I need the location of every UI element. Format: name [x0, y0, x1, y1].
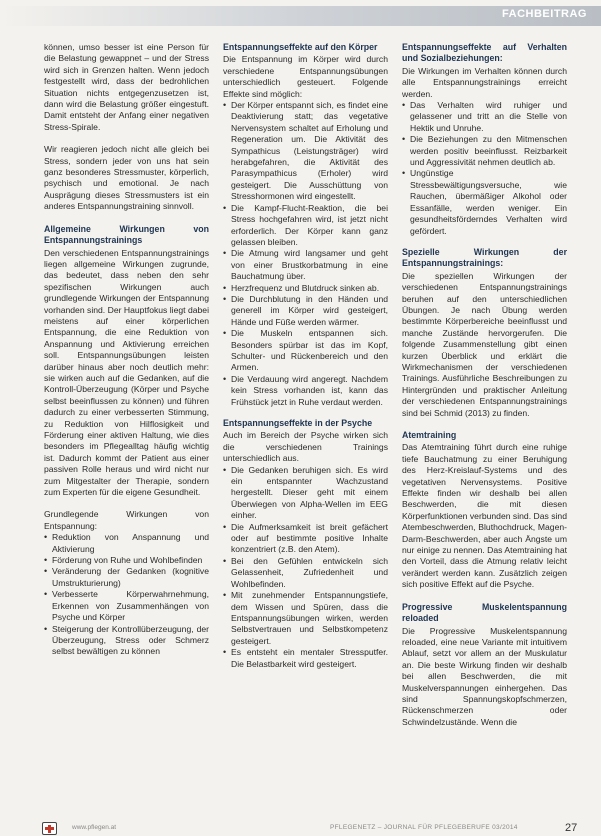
- list-item: • Die Kampf-Flucht-Reaktion, die bei Stress hochgefahren wird, ist jetzt nicht erforderlich. Der Körper kann ganz gelassen bleiben.: [223, 203, 388, 249]
- column-1: [44, 42, 209, 810]
- section-label: FACHBEITRAG: [502, 8, 587, 20]
- paragraph: Auch im Bereich der Psyche wirken sich die verschiedenen Trainings unterschiedlich aus.: [223, 430, 388, 464]
- section-heading: Entspannungseffekte auf den Körper: [223, 42, 378, 52]
- list-item: • Mit zunehmender Entspannungstiefe, dem Wissen und Spüren, dass die Entspannungsübungen wirken, werden Selbstvertrauen und Selbstkompetenz gesteigert.: [223, 590, 388, 647]
- section-heading: Progressive Muskelentspannung reloaded: [402, 601, 567, 624]
- list-item: • Ungünstige Stressbewältigungsversuche, wie Rauchen, übermäßiger Alkohol oder Essanfälle, werden weniger. Ein gesundheitsförderndes Verhalten wird gefördert.: [402, 168, 567, 236]
- section-heading: Spezielle Wirkungen der Entspannungstrainings:: [402, 246, 567, 269]
- list-item: • Die Verdauung wird angeregt. Nachdem kein Stress vorhanden ist, kann das Frühstück jetzt in Ruhe verdaut werden.: [223, 374, 388, 408]
- page-number: 27: [565, 822, 578, 834]
- section-heading: Allgemeine Wirkungen von Entspannungstrainings: [44, 223, 209, 246]
- list-item: • Bei den Gefühlen entwickeln sich Gelassenheit, Zufriedenheit und Wohlbefinden.: [223, 556, 388, 590]
- article-columns: [44, 42, 578, 810]
- paragraph: Die speziellen Wirkungen der verschiedenen Entspannungstrainings beruhen auf den unterschiedlichen Übungen. Je nach Übung werden bestimmte Körperbereiche beeinflusst und manche Zustände hervorgerufen. Die folgende Zusammenstellung gibt einen kurzen Überblick und erklärt die Wirkmechanismen der verschiedenen Trainings. Ausführliche Beschreibungen zu Hintergründen und praktischer Anleitung der verschiedenen Entspannungstrainings sind bei Schmid (2013) zu finden.: [402, 270, 567, 418]
- page-footer: [0, 822, 601, 836]
- list-item: • Der Körper entspannt sich, es findet eine Deaktivierung statt; das vegetative Nervensystem schaltet auf Erholung und Regeneration um. Die Aktivität des Sympathicus (Leistungsträger) wird herabgefahren, die Aktivität des Parasympathicus (Erholer) wird gesteigert. Die Ausschüttung von Stresshormonen wird eingestellt.: [223, 100, 388, 203]
- list-item: • Die Aufmerksamkeit ist breit gefächert oder auf bestimmte positive Inhalte konzentriert (z.B. den Atem).: [223, 522, 388, 556]
- column-3: [402, 42, 567, 810]
- paragraph: Den verschiedenen Entspannungstrainings liegen allgemeine Wirkungen zugrunde, das bedeutet, dass neben den sehr spezifischen Wirkungen auch grundlegende Wirkungen der Entspannung vorhanden sind. Der Hauptfokus liegt dabei meistens auf einer körperlichen Entspannung, die eine Reduktion von Anspannung und Aktivierung erreichen soll. Entspannungsübungen leisten darüber hinaus aber noch deutlich mehr: sie wirken auch auf die Gedanken, auf die Kontroll-Überzeugung (Körper und Psyche selbst beeinflussen zu können) und führen dadurch zu einer verbesserten Stimmung, zu Reduktion von Hilflosigkeit und Förderung einer aktiven Haltung, wie dies besonders im Pflegealltag häufig wichtig ist. Dadurch kommt der Patient aus einer passiven Rolle heraus und wird nicht nur zum Mitgestalter der Therapie, sondern zum Experten für die eigene Gesundheit.: [44, 247, 209, 498]
- website-link[interactable]: www.pflegen.at: [72, 824, 117, 831]
- list-item: • Herzfrequenz und Blutdruck sinken ab.: [223, 283, 388, 294]
- column-2: [223, 42, 388, 810]
- paragraph: Wir reagieren jedoch nicht alle gleich bei Stress, sondern jeder von uns hat sein ganz besonderes Stressmuster, körperlich, psychisch und emotional. Je nach Ausprägung dieses Stressmusters ist ein anderes Entspannungstraining sinnvoll.: [44, 144, 209, 212]
- paragraph: Das Atemtraining führt durch eine ruhige tiefe Bauchatmung zu einer Beruhigung des Herz-Kreislauf-Systems und des vegetativen Nervensystems. Positive Effekte finden wir deshalb bei allen Beschwerden, die mit diesen Körperfunktionen verbunden sind. Das sind Atembeschwerden, Bluthochdruck, Magen-Darm-Beschwerden, aber auch Ängste um nur einige zu nennen. Das Atemtraining hat den Vorteil, dass die Atmung relativ leicht verändert werden kann. Zusätzlich zeigen sich positive Effekt auf die Psyche.: [402, 442, 567, 590]
- list-item: • Die Durchblutung in den Händen und generell im Körper wird gesteigert, Hände und Füße werden wärmer.: [223, 294, 388, 328]
- section-heading: Entspannungseffekte in der Psyche: [223, 418, 373, 428]
- list-item: • Reduktion von Anspannung und Aktivierung: [44, 532, 209, 555]
- section-heading: Entspannungseffekte auf Verhalten und Sozialbeziehungen:: [402, 42, 567, 64]
- list-item: • Die Muskeln entspannen sich. Besonders spürbar ist das im Kopf, Schulter- und Rückenbereich und den Armen.: [223, 328, 388, 374]
- paragraph: können, umso besser ist eine Person für die Belastung gewappnet – und der Stress wird sich in Grenzen halten. Wenn jedoch festgestellt wird, dass der bedrohlichen Situation nichts entgegenzusetzen ist, dann wird die Belastung größer eingestuft. Damit entsteht der Anfang einer negativen Stress-Spirale.: [44, 42, 209, 132]
- list-item: • Die Gedanken beruhigen sich. Es wird ein entspannter Wachzustand hergestellt. Dieser geht mit einem Überwiegen von Alpha-Wellen im EEG einher.: [223, 465, 388, 522]
- bullet-list: [223, 100, 388, 408]
- journal-info: PFLEGENETZ – JOURNAL FÜR PFLEGEBERUFE 03/2014: [330, 824, 518, 831]
- list-item: • Veränderung der Gedanken (kognitive Umstrukturierung): [44, 566, 209, 589]
- list-item: • Es entsteht ein mentaler Stressputfer. Die Belastbarkeit wird gesteigert.: [223, 647, 388, 670]
- paragraph: Grundlegende Wirkungen von Entspannung:: [44, 509, 209, 531]
- list-item: • Das Verhalten wird ruhiger und gelassener und tritt an die Stelle von Hektik und Unruhe.: [402, 100, 567, 134]
- list-item: • Die Atmung wird langsamer und geht von einer Brustkorbatmung in eine Bauchatmung über.: [223, 248, 388, 282]
- list-item: • Verbesserte Körperwahrnehmung, Erkennen von Zusammenhängen von Psyche und Körper: [44, 589, 209, 623]
- paragraph: Die Entspannung im Körper wird durch verschiedene Entspannungsübungen unterschiedlich gesteuert. Folgende Effekte sind möglich:: [223, 54, 388, 99]
- list-item: • Die Beziehungen zu den Mitmenschen werden positiv beeinflusst. Reizbarkeit und Aggressivität nehmen deutlich ab.: [402, 134, 567, 168]
- header-bar: [0, 6, 601, 26]
- bullet-list: [223, 465, 388, 670]
- paragraph: Die Progressive Muskelentspannung reloaded, eine neue Variante mit intuitivem Ablauf, setzt vor allem an der Muskulatur an. Die beste Wirkung finden wir deshalb bei allen Beschwerden, die mit Muskelverspannungen einhergehen. Das sind Spannungskopfschmerzen, Rückenschmerzen oder Schwindelzustände. Wenn die: [402, 625, 567, 727]
- bullet-list: [44, 532, 209, 657]
- section-heading: Atemtraining: [402, 430, 457, 440]
- bullet-list: [402, 100, 567, 237]
- list-item: • Förderung von Ruhe und Wohlbefinden: [44, 555, 209, 566]
- publisher-logo-icon: [42, 822, 57, 835]
- paragraph: Die Wirkungen im Verhalten können durch alle Entspannungstrainings erreicht werden.: [402, 65, 567, 99]
- list-item: • Steigerung der Kontrollüberzeugung, der Überzeugung, Stress oder Schmerz selbst bewältigen zu können: [44, 624, 209, 658]
